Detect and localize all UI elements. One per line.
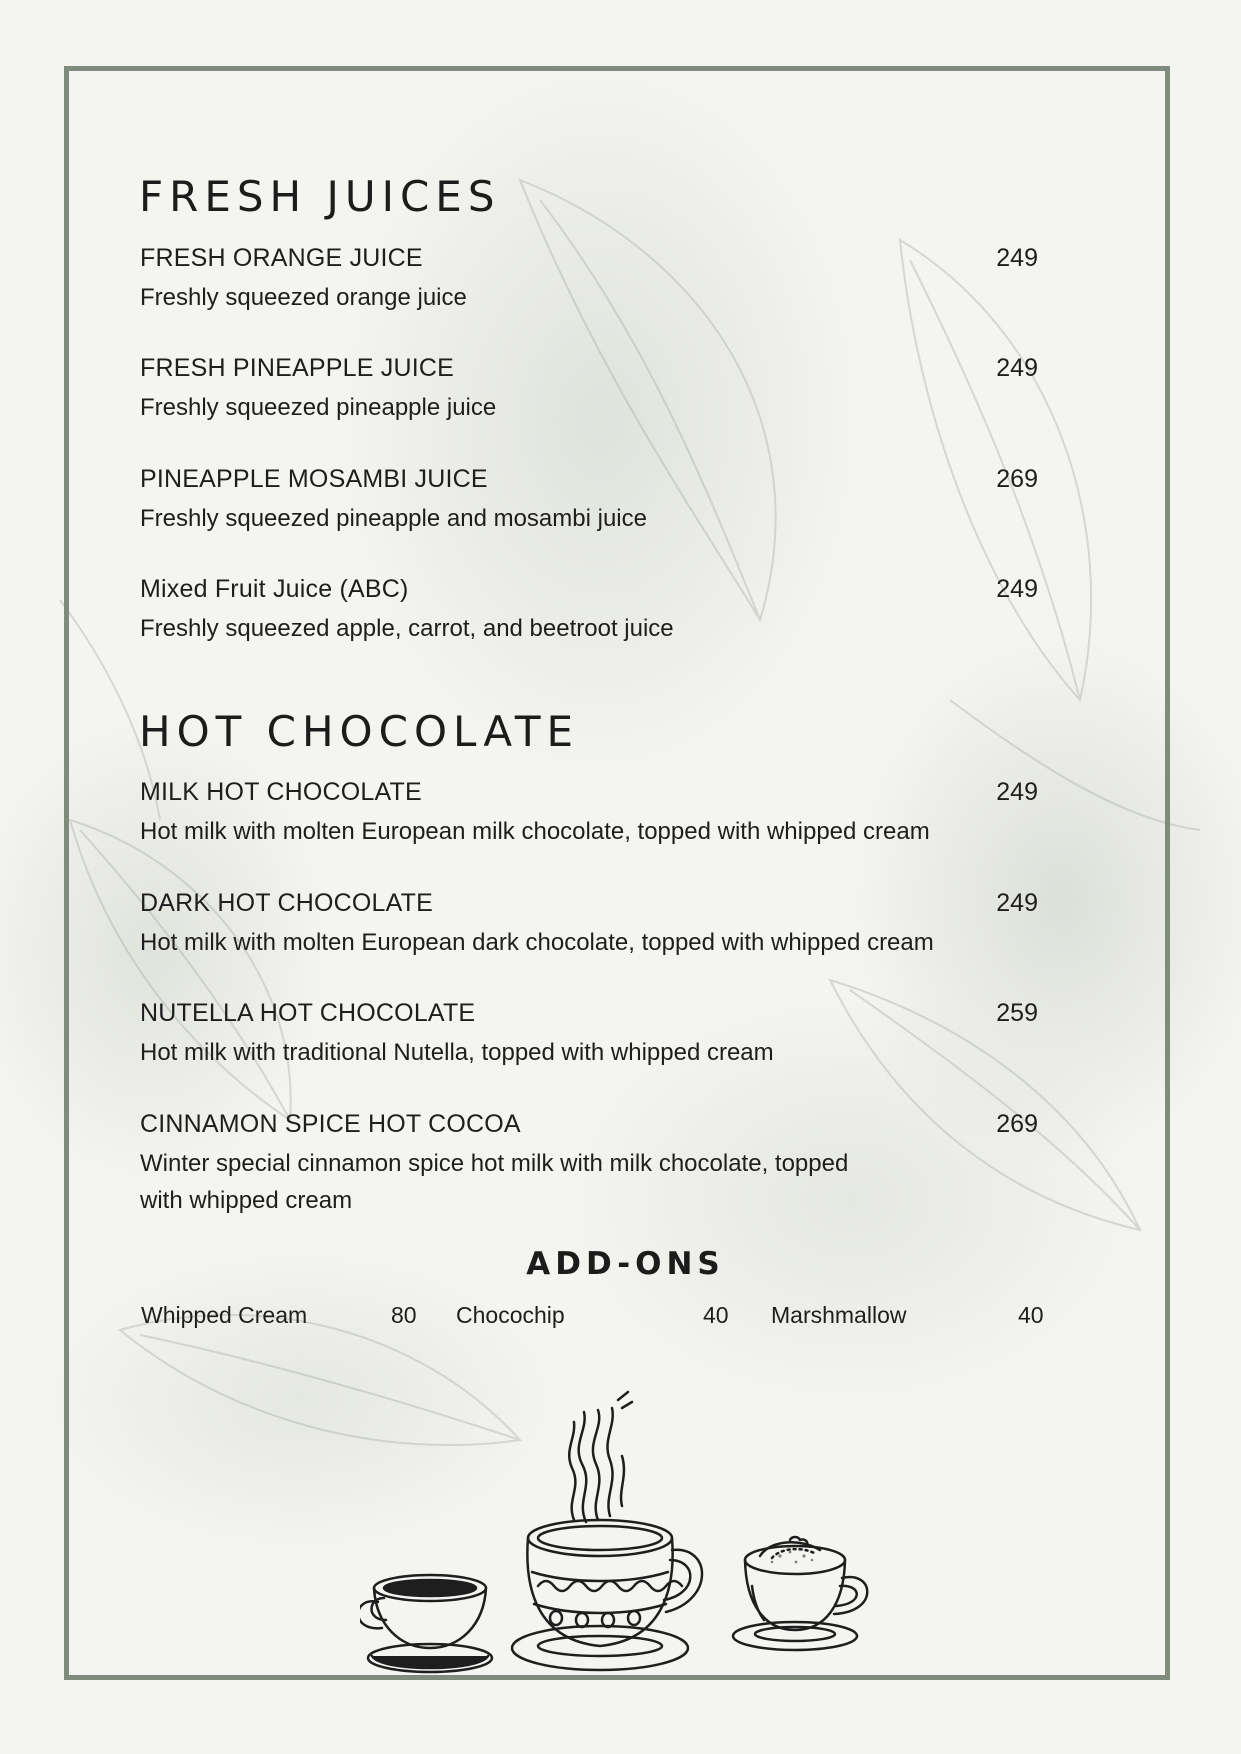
item-price: 249 (996, 889, 1038, 917)
item-description: Hot milk with molten European milk chocolate, topped with whipped cream (140, 818, 930, 845)
coffee-cup-icon (360, 1575, 492, 1672)
menu-item (140, 777, 1040, 850)
item-description: Freshly squeezed pineapple juice (140, 394, 497, 421)
item-description: Freshly squeezed pineapple and mosambi juice (140, 505, 647, 532)
menu-item (140, 574, 1040, 647)
item-price: 269 (996, 465, 1038, 493)
item-price: 269 (996, 1110, 1038, 1138)
item-description: Winter special cinnamon spice hot milk with milk chocolate, topped with whipped cream (140, 1150, 849, 1214)
item-price: 259 (996, 999, 1038, 1027)
addon-price: 40 (1018, 1302, 1044, 1328)
addon-name: Whipped Cream (141, 1302, 308, 1328)
item-price: 249 (996, 778, 1038, 806)
item-description: Hot milk with traditional Nutella, topped with whipped cream (140, 1039, 774, 1066)
item-name: DARK HOT CHOCOLATE (140, 889, 433, 917)
item-name: NUTELLA HOT CHOCOLATE (140, 999, 476, 1027)
item-name: FRESH PINEAPPLE JUICE (140, 354, 455, 382)
item-description: Freshly squeezed apple, carrot, and beetroot juice (140, 615, 674, 642)
item-name: Mixed Fruit Juice (ABC) (140, 575, 409, 603)
teacup-with-steam-icon (512, 1392, 702, 1670)
item-description: Hot milk with molten European dark chocolate, topped with whipped cream (140, 929, 934, 956)
item-name: FRESH ORANGE JUICE (140, 244, 423, 272)
item-price: 249 (996, 354, 1038, 382)
menu-item (140, 353, 1040, 426)
section-title-fresh-juices: FRESH JUICES (139, 172, 501, 221)
menu-item (140, 888, 1040, 961)
menu-item (140, 464, 1040, 537)
addon-name: Marshmallow (771, 1302, 907, 1328)
item-name: MILK HOT CHOCOLATE (140, 778, 422, 806)
item-price: 249 (996, 244, 1038, 272)
cappuccino-cup-icon (733, 1537, 867, 1650)
menu-item (140, 1109, 1040, 1219)
addon-price: 80 (391, 1302, 417, 1328)
item-name: PINEAPPLE MOSAMBI JUICE (140, 465, 488, 493)
menu-item (140, 998, 1040, 1071)
coffee-cups-illustration (360, 1390, 900, 1680)
item-name: CINNAMON SPICE HOT COCOA (140, 1110, 521, 1138)
addon-price: 40 (703, 1302, 729, 1328)
addon-name: Chocochip (456, 1302, 565, 1328)
section-title-add-ons: ADD-ONS (526, 1246, 725, 1282)
item-price: 249 (996, 575, 1038, 603)
section-title-hot-chocolate: HOT CHOCOLATE (139, 707, 580, 756)
item-description: Freshly squeezed orange juice (140, 284, 467, 311)
menu-item (140, 243, 1040, 316)
